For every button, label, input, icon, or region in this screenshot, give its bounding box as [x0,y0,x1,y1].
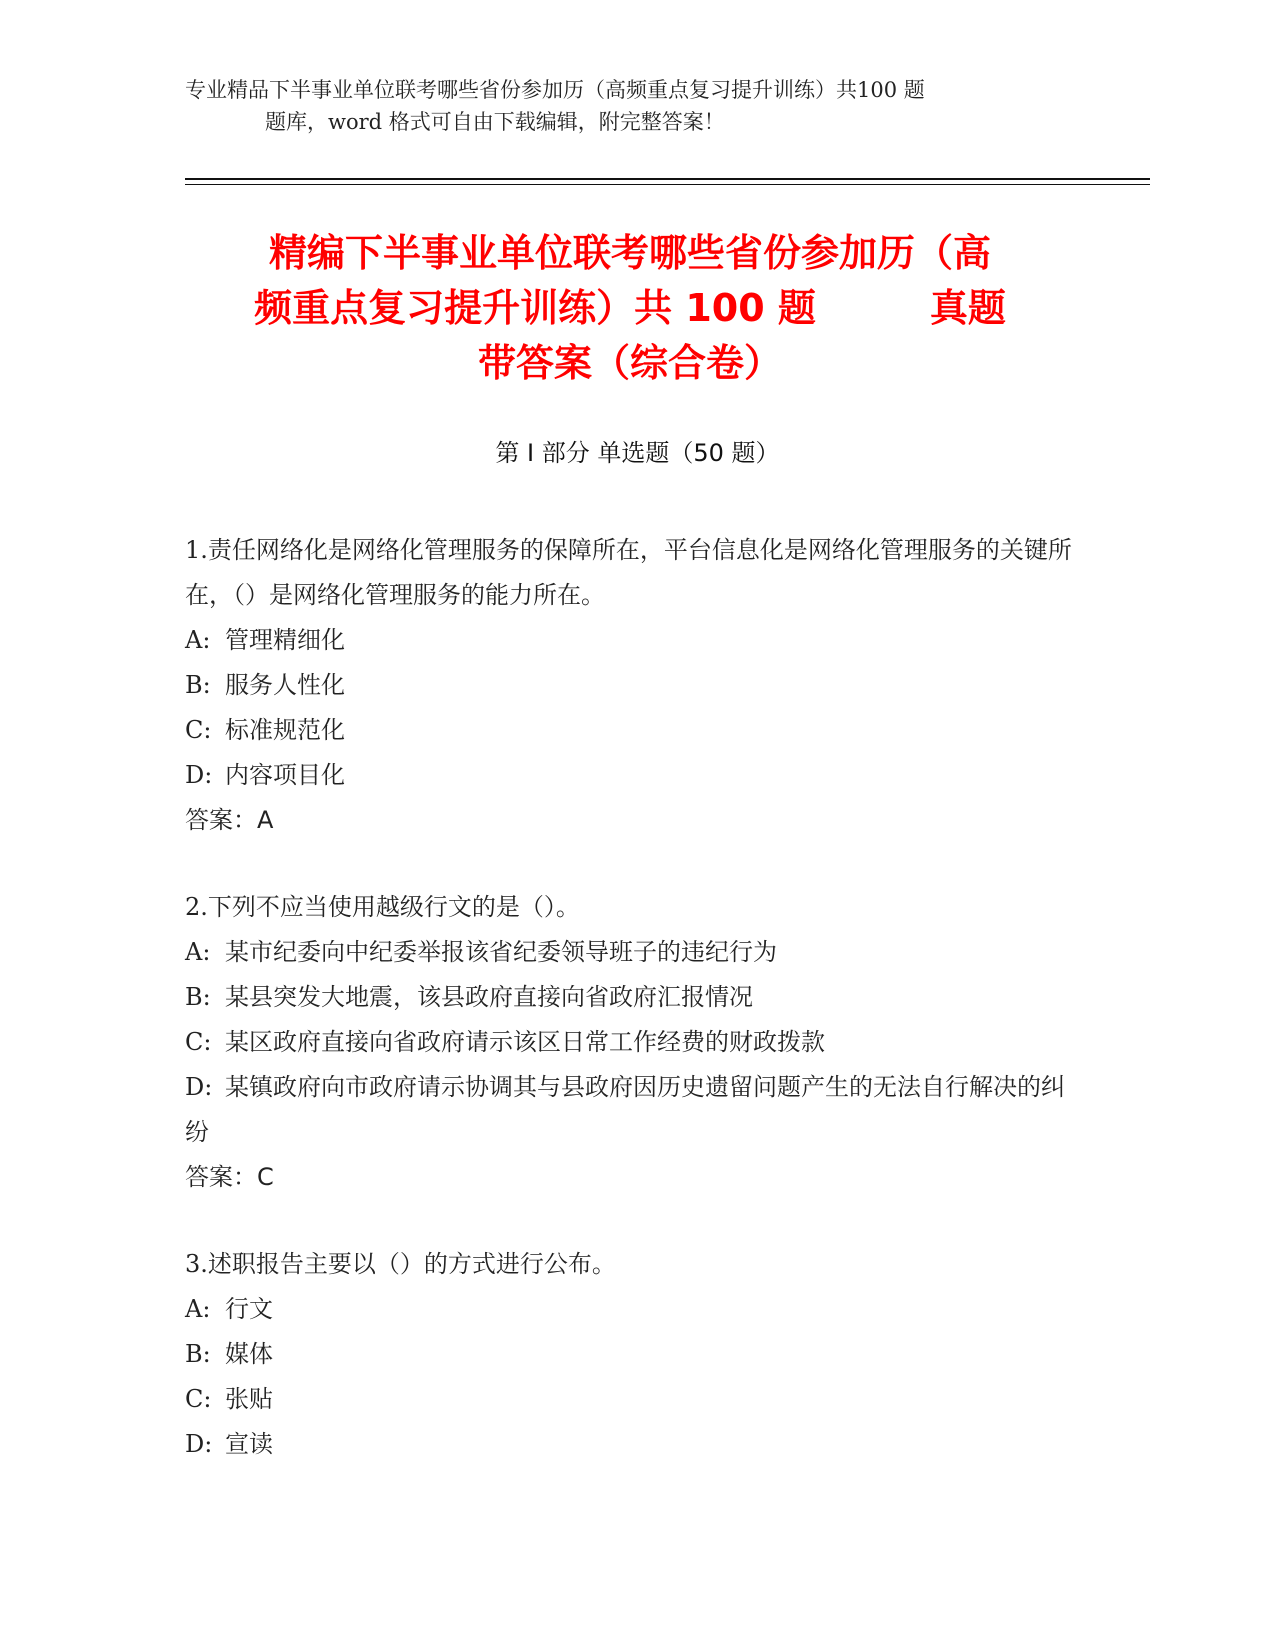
spacer [185,1200,1085,1242]
option-b [185,663,1085,708]
page-header [185,74,1065,138]
question-stem: 3.述职报告主要以（）的方式进行公布。 [185,1250,616,1278]
option-letter: C: [185,1385,212,1413]
option-a [185,930,1085,975]
header-rule-thin [185,184,1150,185]
title-line-2: 频重点复习提升训练）共 100 题 真题 [254,286,1006,330]
option-c [185,1020,1085,1065]
option-text: 行文 [225,1295,273,1323]
option-letter: C: [185,716,212,744]
option-text: 某镇政府向市政府请示协调其与县政府因历史遗留问题产生的无法自行解决的纠纷 [185,1073,1065,1146]
option-text: 媒体 [225,1340,273,1368]
header-line-1: 专业精品下半事业单位联考哪些省份参加历（高频重点复习提升训练）共100 题 [185,78,925,102]
option-b [185,975,1085,1020]
option-letter: A: [185,1295,211,1323]
option-text: 某县突发大地震，该县政府直接向省政府汇报情况 [225,983,753,1011]
title-line-3: 带答案（综合卷） [477,341,782,385]
option-letter: D: [185,761,213,789]
option-d [185,1422,1085,1467]
option-text: 宣读 [225,1430,273,1458]
spacer [185,843,1085,885]
option-b [185,1332,1085,1377]
option-letter: D: [185,1430,213,1458]
option-letter: B: [185,983,211,1011]
option-text: 标准规范化 [225,716,345,744]
option-letter: D: [185,1073,213,1101]
answer: 答案：A [185,806,274,834]
option-text: 张贴 [225,1385,273,1413]
option-a [185,1287,1085,1332]
header-rule-thick [185,178,1150,180]
option-text: 内容项目化 [225,761,345,789]
title-line-1: 精编下半事业单位联考哪些省份参加历（高 [268,231,991,275]
option-letter: A: [185,626,211,654]
option-text: 管理精细化 [225,626,345,654]
document-title [180,226,1080,391]
question [185,528,1085,843]
question-stem: 1.责任网络化是网络化管理服务的保障所在，平台信息化是网络化管理服务的关键所在，（）是网络化管理服务的能力所在。 [185,536,1072,609]
option-text: 服务人性化 [225,671,345,699]
answer: 答案：C [185,1163,274,1191]
question-stem: 2.下列不应当使用越级行文的是（）。 [185,893,580,921]
option-letter: B: [185,1340,211,1368]
option-d [185,753,1085,798]
option-text: 某区政府直接向省政府请示该区日常工作经费的财政拨款 [225,1028,825,1056]
option-c [185,1377,1085,1422]
question [185,885,1085,1200]
header-line-2: 题库，word 格式可自由下载编辑，附完整答案！ [265,110,725,134]
option-letter: B: [185,671,211,699]
option-letter: A: [185,938,211,966]
option-text: 某市纪委向中纪委举报该省纪委领导班子的违纪行为 [225,938,777,966]
option-c [185,708,1085,753]
option-a [185,618,1085,663]
option-letter: C: [185,1028,212,1056]
question-list [185,528,1085,1467]
question [185,1242,1085,1467]
option-d [185,1065,1085,1155]
section-heading: 第 I 部分 单选题（50 题） [495,439,780,467]
